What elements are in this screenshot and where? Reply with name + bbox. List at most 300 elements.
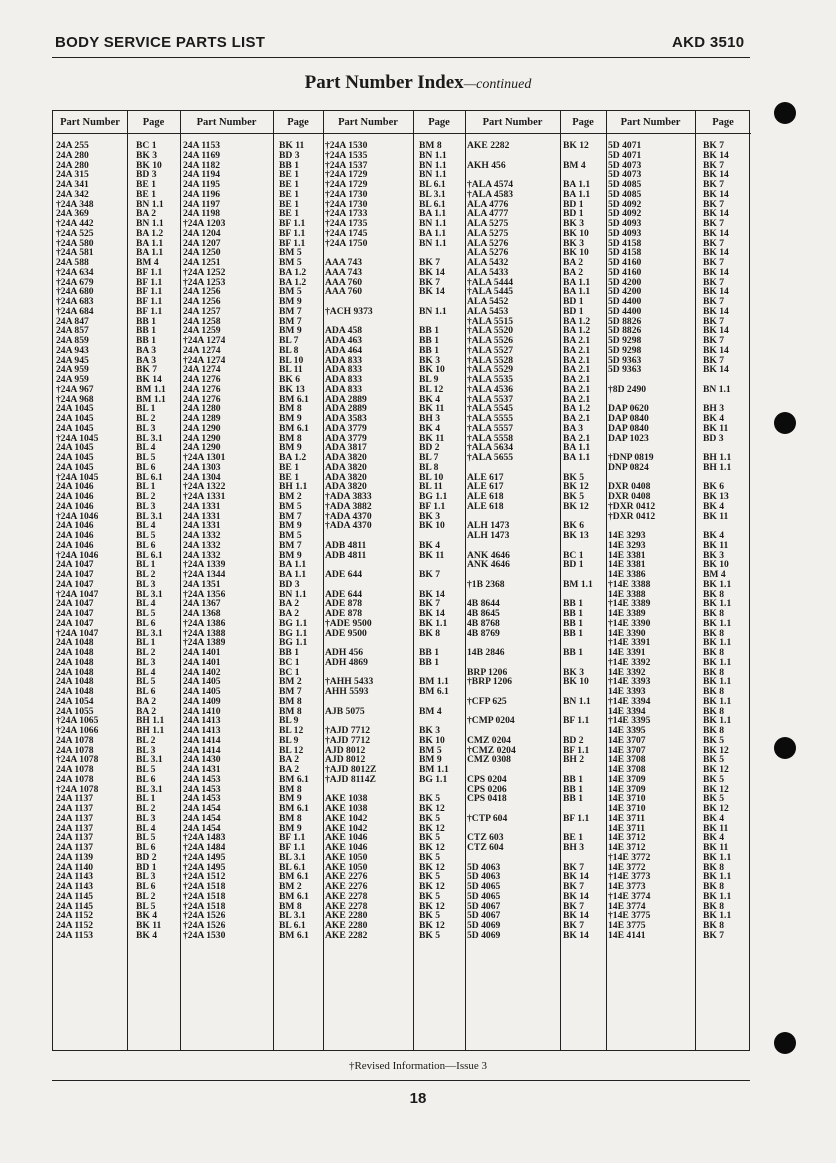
table-cell: BD 1 [563,297,584,307]
table-cell: 5D 9298 [608,336,642,346]
table-cell: 24A 1368 [183,609,221,619]
table-cell: †24A 442 [56,219,94,229]
table-cell [563,658,593,668]
table-cell: BH 3 [703,404,725,414]
table-cell: BB 1 [563,599,583,609]
table-cell: BK 5 [419,794,441,804]
table-cell: BM 5 [279,287,302,297]
table-cell: †24A 1484 [183,843,226,853]
table-cell: ALA 5452 [467,297,509,307]
table-cell: 24A 1048 [56,677,94,687]
table-cell: 14E 3394 [608,706,646,717]
table-cell: BK 8 [703,687,725,697]
table-cell: 5D 8826 [608,316,642,327]
table-cell: †24A 1389 [183,638,226,648]
table-cell: BB 1 [563,774,583,785]
table-cell: BF 1.1 [136,306,163,317]
table-cell [467,170,516,180]
table-cell: BK 14 [419,287,445,297]
table-cell: 24A 1045 [56,404,94,414]
table-cell: CTZ 603 [467,833,504,843]
table-cell [419,317,449,327]
column-divider [465,111,466,1050]
table-cell: 14E 3709 [608,784,646,795]
table-cell: 24A 1054 [56,696,94,707]
table-cell: BD 1 [563,306,584,317]
table-cell: 4B 8644 [467,599,500,609]
table-cell: ADA 833 [325,375,363,385]
table-cell: BE 1 [563,833,583,843]
header-rule [52,57,750,58]
table-cell: BK 8 [703,609,725,619]
table-cell: †CMZ 0204 [467,745,516,756]
table-cell: BK 4 [419,394,441,405]
table-cell: BK 11 [703,540,729,551]
table-cell: 24A 1414 [183,745,221,756]
table-cell: BB 1 [563,618,583,629]
table-cell: BA 1.2 [563,316,591,327]
table-cell: 4B 8645 [467,609,500,619]
table-cell: BC 1 [136,141,157,151]
table-cell: BL 3 [136,745,156,756]
table-cell: 24A 1367 [183,599,221,609]
table-cell: AAA 743 [325,267,363,278]
table-cell: BA 3 [136,355,156,366]
table-cell: ADA 3820 [325,482,367,492]
table-cell: BK 14 [563,872,589,882]
table-cell: 5D 4093 [608,219,642,229]
table-cell: BA 2.1 [563,365,591,375]
table-cell: BG 1.1 [279,628,308,639]
table-cell: BL 4 [136,599,156,609]
table-cell: 24A 1194 [183,170,221,180]
table-cell: BM 8 [279,901,302,912]
table-cell [467,658,516,668]
table-cell: †ALA 5537 [467,394,514,405]
table-cell: ADA 2889 [325,394,367,405]
table-cell: BK 8 [703,706,725,717]
table-cell: BA 1.1 [279,570,307,580]
table-cell: BK 1.1 [703,657,732,668]
page-number: 18 [409,1090,427,1107]
table-cell: BK 7 [703,180,725,190]
table-cell: BK 12 [419,901,445,912]
page-column [279,141,309,941]
table-cell: 24A 1145 [56,901,94,912]
table-cell: BK 11 [703,423,729,434]
table-cell: 24A 1250 [183,248,221,258]
table-cell: 24A 1046 [56,531,94,541]
table-cell: 4B 8768 [467,618,500,629]
table-cell: BA 3 [563,423,583,434]
table-cell: †24A 1730 [325,189,368,200]
table-cell: BK 4 [703,531,725,541]
table-cell [325,668,376,678]
table-cell: BK 11 [419,433,445,444]
col-header-part-number: Part Number [180,111,273,134]
table-cell [563,151,593,161]
table-cell: BK 6 [703,482,725,492]
table-cell: 24A 280 [56,150,89,161]
table-cell: BF 1.1 [419,501,446,512]
table-cell: †ALA 5529 [467,365,514,375]
table-cell: BK 4 [703,414,725,424]
table-cell: BA 1.2 [136,228,164,239]
table-cell [325,317,376,327]
table-cell: †DXR 0412 [608,501,656,512]
table-cell: ADA 833 [325,384,363,395]
table-cell: ALA 4777 [467,209,509,219]
table-cell: 24A 280 [56,160,89,171]
table-cell: AKE 2278 [325,891,368,902]
table-cell: BB 1 [136,326,156,336]
table-cell: BK 14 [419,589,445,600]
table-cell: BA 2 [136,209,156,219]
table-cell [467,687,516,697]
table-cell: †24A 1066 [56,726,99,736]
table-cell: BK 4 [136,911,158,921]
table-cell: 24A 1280 [183,404,221,414]
table-cell: BK 5 [419,852,441,863]
table-cell: BL 5 [136,901,156,912]
table-cell: BK 3 [419,726,441,736]
table-cell: BK 12 [563,501,589,512]
table-cell: BK 10 [563,228,589,239]
table-cell: †24A 684 [56,306,94,317]
table-cell: 24A 1290 [183,443,221,453]
table-cell: †14E 3389 [608,599,651,609]
table-cell: BG 1.1 [279,618,308,629]
table-cell: BH 1.1 [136,716,165,726]
table-cell: BF 1.1 [136,297,163,307]
table-cell [419,638,449,648]
table-cell: BD 3 [279,150,300,161]
table-cell: BK 5 [419,930,441,941]
table-cell: BK 8 [703,648,725,658]
table-cell: †AHH 5433 [325,677,374,687]
column-divider [413,111,414,1050]
table-cell: BK 7 [419,570,441,580]
table-cell [467,707,516,717]
table-cell: BH 1.1 [703,462,732,473]
table-cell: BF 1.1 [279,843,306,853]
table-cell [419,716,449,726]
table-cell: BL 1 [136,482,156,492]
table-cell: BL 6.1 [136,550,163,561]
table-cell: AKE 1046 [325,833,368,843]
table-cell: BK 8 [703,726,725,736]
table-cell: BK 1.1 [703,638,732,648]
table-cell: BK 5 [563,492,585,502]
table-cell: 24A 859 [56,336,89,346]
table-cell: BL 6 [136,540,156,551]
table-cell: BF 1.1 [563,813,590,824]
table-cell: CMZ 0204 [467,735,511,746]
table-cell: 5D 9363 [608,355,642,366]
table-cell: 24A 1430 [183,755,221,765]
table-cell: BK 14 [703,326,729,336]
table-cell: 24A 1453 [183,774,221,785]
table-cell: 5D 4067 [467,901,501,912]
table-cell: BD 1 [563,199,584,210]
table-cell: †AJD 8012Z [325,765,377,775]
table-cell: 24A 1152 [56,921,94,931]
table-cell: ADA 3820 [325,462,367,473]
table-cell: 5D 4063 [467,872,501,882]
table-cell: †ALA 5535 [467,375,514,385]
table-cell: BK 1.1 [703,579,732,590]
table-cell: BA 2.1 [563,375,591,385]
table-cell: †14E 3773 [608,872,651,882]
table-cell: †24A 1530 [183,930,226,941]
table-cell: BK 6 [563,521,585,531]
table-cell: 5D 4158 [608,248,642,258]
table-cell: BA 3 [136,345,156,356]
table-cell: 24A 1137 [56,833,94,843]
table-cell: ADA 3820 [325,453,367,463]
table-cell: BN 1.1 [419,238,447,249]
table-cell: †24A 1388 [183,628,226,639]
column-divider [127,111,128,1050]
punch-hole [774,1032,796,1054]
table-cell: BL 5 [136,609,156,619]
table-cell [467,570,516,580]
table-cell: 24A 1197 [183,199,221,210]
table-cell: †ALA 5445 [467,287,514,297]
table-cell: BA 1.1 [419,228,447,239]
table-cell: BL 1 [136,560,156,570]
table-cell: BF 1.1 [136,287,163,297]
table-cell [325,697,376,707]
table-cell: AKE 1046 [325,843,368,853]
table-cell: †14E 3394 [608,696,651,707]
table-cell: †24A 1495 [183,862,226,873]
table-cell: †14E 3774 [608,891,651,902]
table-cell: BK 14 [703,228,729,239]
table-cell: 5D 4073 [608,170,642,180]
table-cell: 24A 945 [56,355,89,366]
table-cell: †ALA 5528 [467,355,514,366]
table-cell: †24A 1045 [56,433,99,444]
table-cell: †24A 1047 [56,589,99,600]
table-cell: †ALA 5558 [467,433,514,444]
column-divider [180,111,181,1050]
punch-hole [774,412,796,434]
table-cell: 24A 1045 [56,414,94,424]
table-cell: BK 10 [419,735,445,746]
table-cell: BK 1.1 [703,872,732,882]
table-cell: 14E 3773 [608,882,646,892]
table-cell: BM 6.1 [279,423,309,434]
table-cell [467,804,516,814]
table-cell: ADE 644 [325,570,363,580]
table-cell: BL 3.1 [279,852,306,863]
table-cell: 24A 1078 [56,745,94,756]
table-cell: 5D 4400 [608,297,642,307]
table-cell: †24A 1045 [56,472,99,483]
table-cell: 24A 1258 [183,316,221,327]
table-cell: BA 2.1 [563,414,591,424]
table-cell: ADB 4811 [325,550,367,561]
table-cell: BM 8 [279,813,302,824]
table-cell: BL 2 [136,735,156,746]
table-cell: BM 6.1 [279,804,309,814]
table-cell: 14E 3709 [608,774,646,785]
table-cell: †24A 679 [56,277,94,288]
table-cell: BM 4 [703,570,726,580]
table-cell: 24A 1207 [183,238,221,249]
table-cell: †ALA 5634 [467,443,514,453]
table-cell: ADH 456 [325,648,364,658]
table-cell [563,512,593,522]
table-cell: BK 5 [419,872,441,882]
table-cell [563,541,593,551]
table-cell: BA 2.1 [563,355,591,366]
table-cell: 24A 1332 [183,550,221,561]
punch-hole [774,737,796,759]
table-cell: BE 1 [279,189,299,200]
table-cell: AKE 2276 [325,882,368,892]
table-cell: BM 6.1 [419,687,449,697]
table-cell: †24A 1047 [56,628,99,639]
table-cell: †24A 1750 [325,238,368,249]
table-cell: BA 1.1 [563,180,591,190]
table-cell: BL 1 [136,404,156,414]
table-cell: BK 11 [703,843,729,853]
table-cell: BB 1 [279,648,299,658]
table-cell: BA 1.1 [419,209,447,219]
table-cell: 14E 3381 [608,550,646,561]
table-cell: BK 1.1 [703,852,732,863]
table-cell: †24A 1339 [183,560,226,570]
table-cell: BK 14 [703,209,729,219]
table-cell: BK 11 [419,404,445,414]
table-cell: BL 6.1 [419,199,446,210]
table-cell: †24A 580 [56,238,94,249]
table-cell: 24A 1137 [56,813,94,824]
table-cell: BA 1.1 [136,238,164,249]
table-cell [325,297,376,307]
table-cell: †AJD 8114Z [325,774,376,785]
table-cell: BK 12 [703,765,729,775]
table-cell: BK 11 [703,511,729,522]
table-cell: 24A 1078 [56,735,94,746]
table-cell [608,473,655,483]
table-cell: BK 7 [703,316,725,327]
table-cell: 24A 1048 [56,638,94,648]
table-cell: †DXR 0412 [608,511,656,522]
col-header-page: Page [127,111,180,134]
table-cell: DAP 0620 [608,404,649,414]
table-cell: BC 1 [279,667,300,678]
part-number-column [467,141,516,941]
table-cell: BL 6.1 [279,921,306,931]
table-cell: BL 6 [136,618,156,629]
table-cell [325,531,376,541]
table-cell: 24A 1413 [183,726,221,736]
table-cell: BM 1.1 [419,765,449,775]
table-cell: 24A 1048 [56,667,94,678]
table-cell: BE 1 [136,180,156,190]
table-cell [563,687,593,697]
table-cell: 24A 1137 [56,843,94,853]
table-cell: 5D 4092 [608,209,642,219]
table-cell: BL 3.1 [279,911,306,921]
table-cell: BK 4 [703,833,725,843]
table-cell: BM 9 [279,414,302,424]
table-cell: 14E 3392 [608,667,646,678]
table-cell: BL 9 [419,375,439,385]
table-cell: BK 14 [136,375,162,385]
table-cell: CPS 0206 [467,784,507,795]
table-cell: †24A 1203 [183,219,226,229]
table-cell: 14E 3707 [608,745,646,756]
table-cell: BL 1 [136,794,156,804]
table-cell [703,395,731,405]
table-cell: BM 5 [279,258,302,268]
table-cell: BB 1 [136,336,156,346]
table-cell: ALA 5453 [467,306,509,317]
table-cell: BK 5 [703,755,725,765]
table-cell: BB 1 [563,794,583,804]
table-cell [563,638,593,648]
table-cell: BK 4 [703,501,725,512]
col-header-part-number: Part Number [323,111,413,134]
table-cell: ADA 3817 [325,443,367,453]
table-cell: BK 12 [419,843,445,853]
table-cell: BK 7 [703,336,725,346]
table-cell: †24A 680 [56,287,94,297]
table-cell: BL 3 [136,872,156,882]
table-cell: BF 1.1 [563,716,590,726]
table-cell: BB 1 [419,326,439,336]
table-cell: †24A 1733 [325,209,368,219]
table-cell: †24A 1730 [325,199,368,210]
table-cell: BF 1.1 [136,267,163,278]
table-cell [419,297,449,307]
table-cell: 14E 3774 [608,901,646,912]
table-cell: †ACH 9373 [325,306,373,317]
table-cell: BM 9 [279,326,302,336]
table-cell: 5D 4160 [608,267,642,278]
table-cell: †14E 3391 [608,638,651,648]
table-cell: BB 1 [136,316,156,327]
table-cell: †24A 581 [56,248,94,258]
table-cell: BK 4 [419,540,441,551]
table-cell: DNP 0824 [608,462,649,473]
table-cell [703,443,731,453]
table-cell: ALE 618 [467,501,504,512]
table-cell: BL 1 [136,638,156,648]
table-cell: BF 1.1 [279,833,306,843]
table-cell: BM 9 [279,521,302,531]
table-cell: BM 1.1 [136,384,166,395]
table-cell: 24A 1140 [56,862,94,873]
table-cell: BK 12 [703,804,729,814]
table-cell: ALA 5275 [467,228,509,239]
table-cell: BC 1 [563,550,584,561]
table-cell: 5D 9363 [608,365,642,375]
table-cell: 24A 1274 [183,365,221,375]
table-cell: BL 10 [279,355,304,366]
table-cell: BL 4 [136,521,156,531]
table-cell: BD 1 [563,209,584,219]
table-cell: BM 6.1 [279,394,309,405]
footnote: †Revised Information—Issue 3 [348,1060,488,1072]
table-cell: BN 1.1 [136,199,164,210]
table-cell: †CTP 604 [467,813,508,824]
table-cell: †24A 683 [56,297,94,307]
